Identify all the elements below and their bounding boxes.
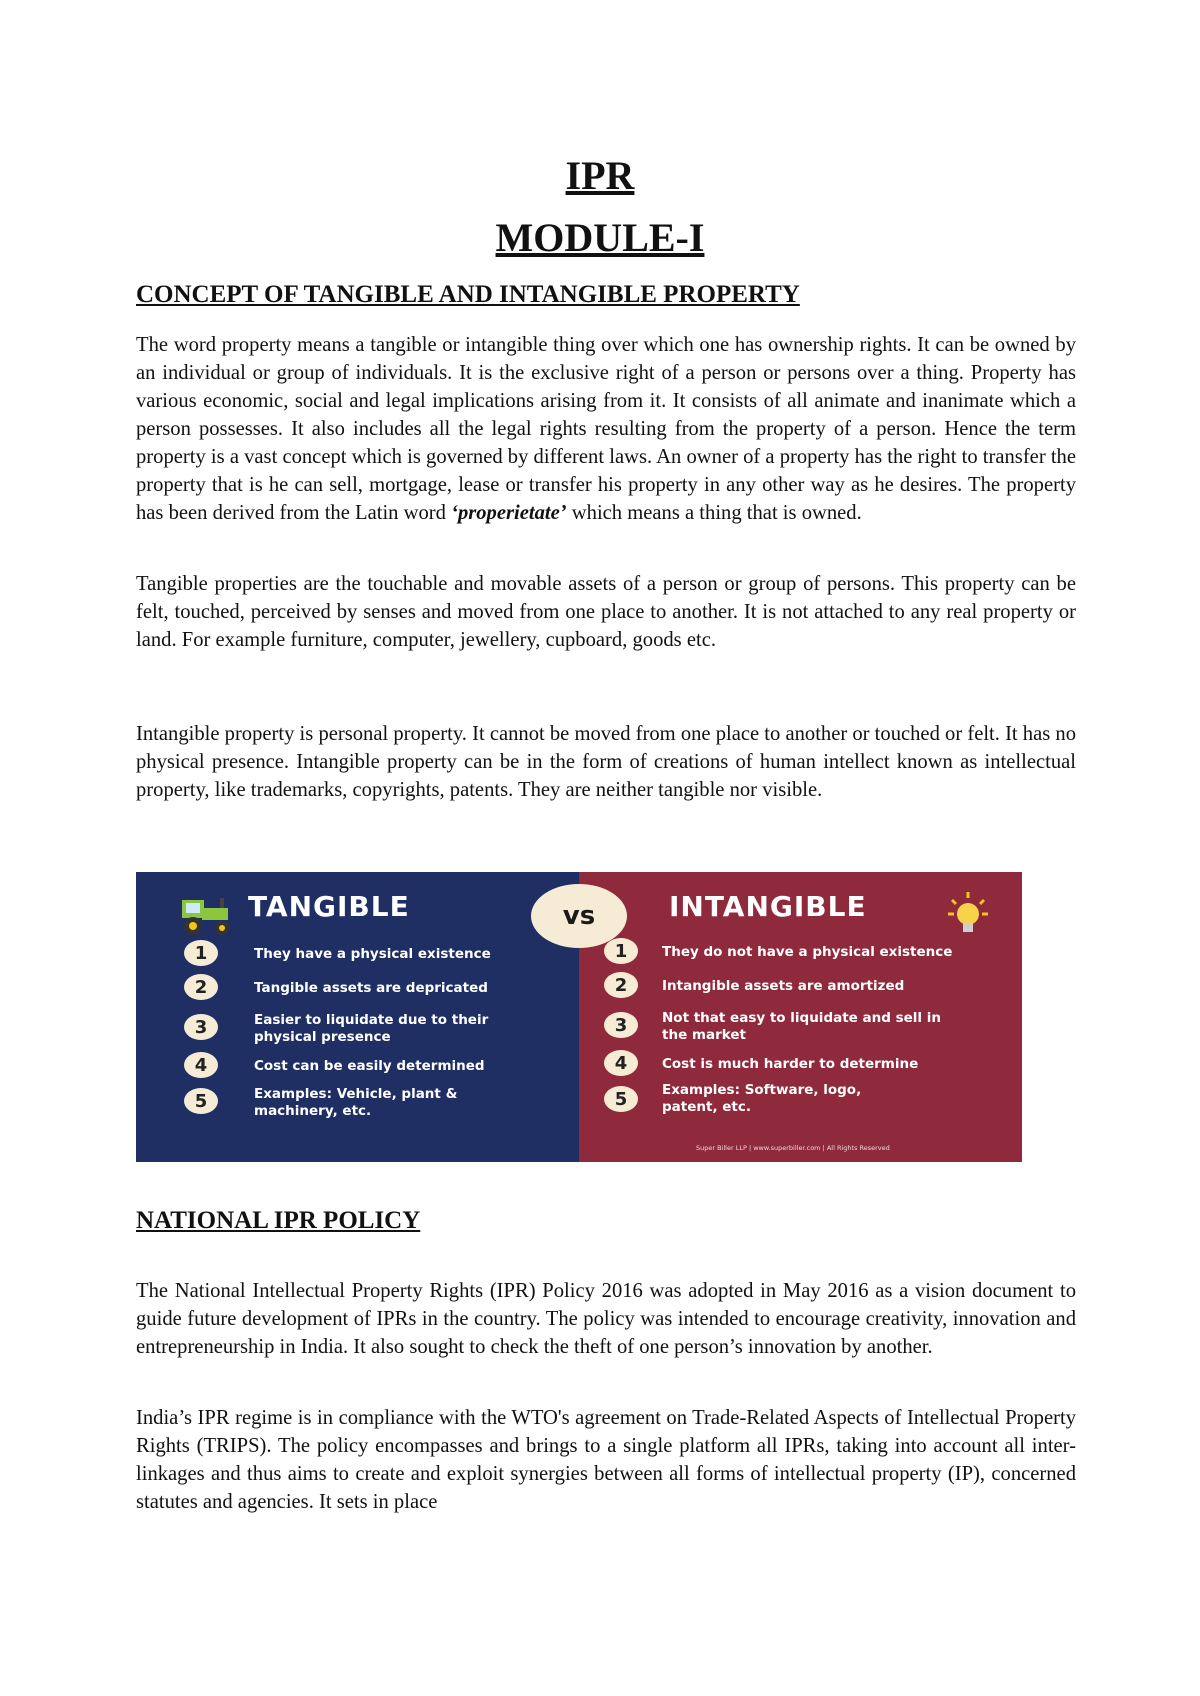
number-badge: 4 [604,1050,638,1076]
intangible-item: Examples: Software, logo, patent, etc. [662,1082,862,1115]
concept-paragraph-2: Tangible properties are the touchable and movable assets of a person or group of persons. This property can be felt, touched, perceived by senses and moved from one place to another. It is not attached to any real property or land. For example furniture, computer, jewellery, cupboard, goods etc. [136,573,1076,651]
vs-badge: vs [531,884,627,948]
tractor-icon [176,892,236,936]
document-title: IPR [565,153,635,198]
intangible-title: INTANGIBLE [669,890,867,923]
tangible-item: Cost can be easily determined [254,1058,485,1074]
number-badge: 5 [604,1086,638,1112]
paragraph-text: which means a thing that is owned. [566,502,862,524]
policy-heading: NATIONAL IPR POLICY [136,1207,421,1234]
intangible-item: Intangible assets are amortized [662,978,905,994]
tangible-title: TANGIBLE [248,890,410,923]
concept-paragraph-3: Intangible property is personal property. It cannot be moved from one place to another or touched or felt. It has no physical presence. Intangible property can be in the form of creations of human intellect known as intellectual property, like trademarks, copyrights, patents. They are neither tangible nor visible. [136,723,1076,801]
number-badge: 4 [184,1052,218,1078]
tangible-item: Easier to liquidate due to their physical presence [254,1012,489,1045]
concept-paragraph-1 [136,331,1076,527]
latin-word: ‘properietate’ [451,502,567,524]
number-badge: 5 [184,1088,218,1114]
lightbulb-icon [946,890,990,938]
tangible-item: Tangible assets are depricated [254,980,488,996]
intangible-item: Not that easy to liquidate and sell in the market [662,1010,941,1043]
number-badge: 3 [184,1014,218,1040]
intangible-item: They do not have a physical existence [662,944,953,960]
infographic-credit: Super Biller LLP | www.superbiller.com | All Rights Reserved [696,1144,890,1152]
number-badge: 3 [604,1012,638,1038]
tangible-item: Examples: Vehicle, plant & machinery, etc. [254,1086,458,1119]
tangible-vs-intangible-infographic [136,872,1022,1162]
number-badge: 1 [184,940,218,966]
module-title: MODULE-I [495,215,705,260]
paragraph-text: The word property means a tangible or intangible thing over which one has ownership rights. It can be owned by an individual or group of individuals. It is the exclusive right of a person or persons over a thing. Property has various economic, social and legal implications arising from it. It consists of all animate and inanimate which a person possesses. It also includes all the legal rights resulting from the property of a person. Hence the term property is a vast concept which is governed by different laws. An owner of a property has the right to transfer the property that is he can sell, mortgage, lease or transfer his property in any other way as he desires. The property has been derived from the Latin word [136,334,1076,524]
policy-paragraph-2: India’s IPR regime is in compliance with the WTO's agreement on Trade-Related Aspects of Intellectual Property Rights (TRIPS). The policy encompasses and brings to a single platform all IPRs, taking into account all inter-linkages and thus aims to create and exploit synergies between all forms of intellectual property (IP), concerned statutes and agencies. It sets in place [136,1407,1076,1513]
number-badge: 2 [604,972,638,998]
concept-heading: CONCEPT OF TANGIBLE AND INTANGIBLE PROPERTY [136,281,800,308]
intangible-item: Cost is much harder to determine [662,1056,919,1072]
tangible-item: They have a physical existence [254,946,491,962]
number-badge: 1 [604,938,638,964]
policy-paragraph-1: The National Intellectual Property Rights (IPR) Policy 2016 was adopted in May 2016 as a vision document to guide future development of IPRs in the country. The policy was intended to encourage creativity, innovation and entrepreneurship in India. It also sought to check the theft of one person’s innovation by another. [136,1280,1076,1358]
number-badge: 2 [184,974,218,1000]
